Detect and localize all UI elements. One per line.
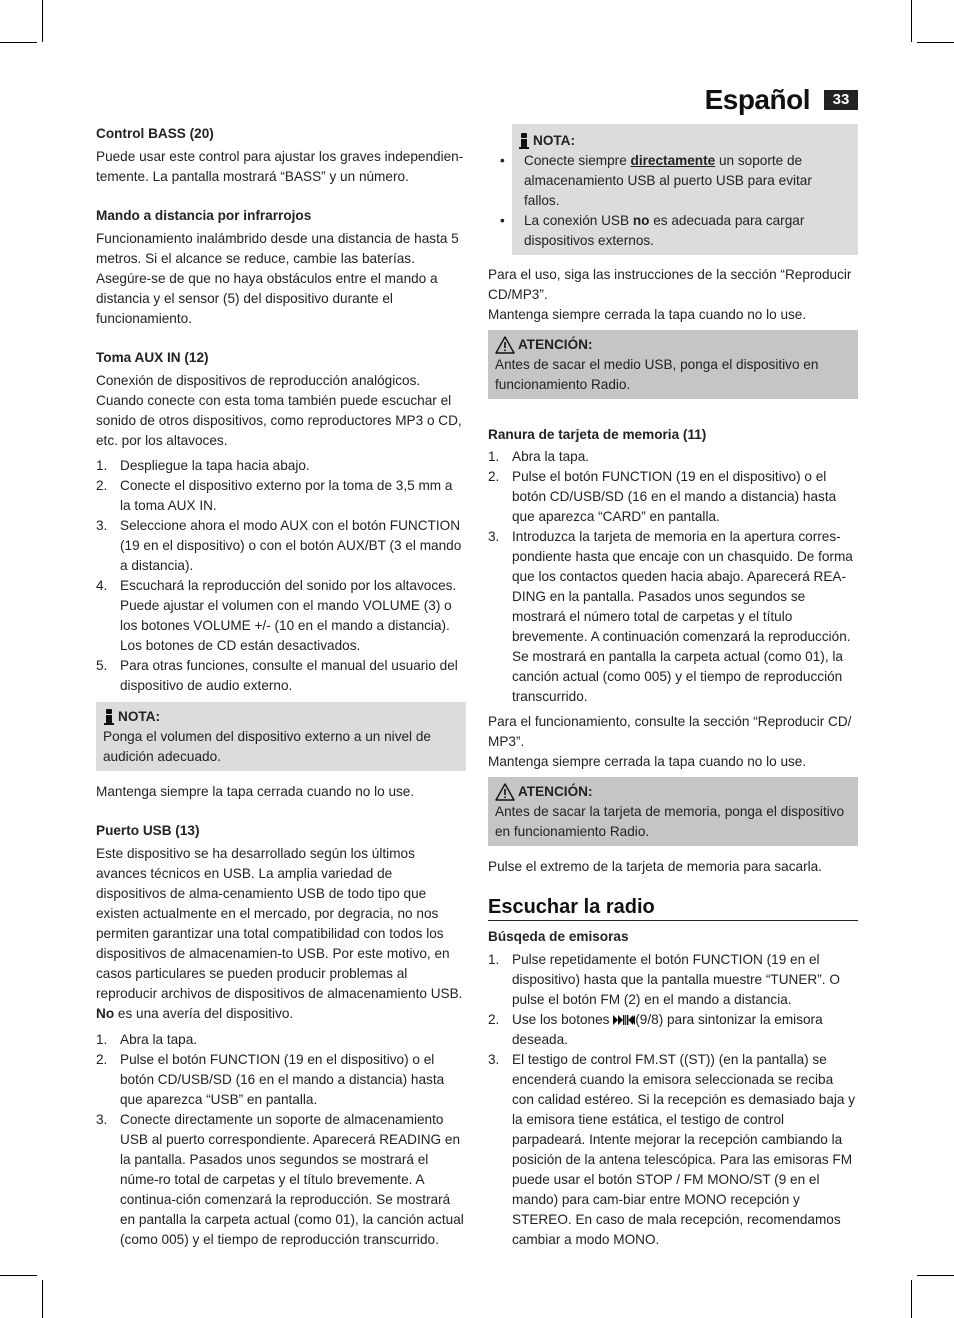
- list-item: 3. Seleccione ahora el modo AUX con el botón FUNCTION (19 en el dispositivo) o con el botón AUX/BT (3 el mando a distancia).: [96, 518, 462, 573]
- usb-warning-box: [488, 330, 858, 399]
- bass-title: Control BASS (20): [96, 126, 214, 141]
- list-item: 3. El testigo de control FM.ST ((ST)) (en la pantalla) se encenderá cuando la emisora seleccionada se reciba con calidad estéreo. Si la recepción es demasiado baja y la emisora tiene estática, el testigo de control parpadeará. Intente mejorar la recepción cambiando la posición de la antena telescópica. Para las emisoras FM puede usar el botón STOP / FM MONO/ST (9 en el mando) para cam-biar entre MONO recepción y STEREO. En caso de mala recepción, recomendamos cambiar a modo MONO.: [488, 1052, 856, 1247]
- crop-mark: [0, 42, 37, 43]
- aux-title: Toma AUX IN (12): [96, 350, 209, 365]
- note-text: Ponga el volumen del dispositivo externo a un nivel de audición adecuado.: [103, 729, 431, 764]
- list-item: 3. Conecte directamente un soporte de almacenamiento USB al puerto correspondiente. Aparecerá READING en la pantalla. Pasados unos segundos se mostrará el núme-ro total de carpetas y el título brevemente. A continua-ción comenzará la reproducción. Se mostrará en pantalla la carpeta actual (como 01), la canción actual (como 005) y el tiempo de reproducción transcurrido.: [96, 1112, 464, 1247]
- aux-after: Mantenga siempre la tapa cerrada cuando no lo use.: [96, 784, 415, 799]
- remote-title: Mando a distancia por infrarrojos: [96, 208, 312, 223]
- aux-intro: Conexión de dispositivos de reproducción analógicos. Cuando conecte con esta toma también puede escuchar el sonido de otros dispositivos, como reproductores MP3 o CD, etc. por los altavoces.: [96, 373, 462, 448]
- card-warning-box: [488, 777, 858, 846]
- card-steps: [488, 447, 858, 707]
- crop-mark: [911, 0, 912, 42]
- page-number: 33: [824, 90, 858, 110]
- usb-note-box: [500, 124, 858, 255]
- bass-text: Puede usar este control para ajustar los graves independien-temente. La pantalla mostrará “BASS” y un número.: [96, 149, 464, 184]
- crop-mark: [0, 1275, 37, 1276]
- skip-buttons-icon: [613, 1014, 635, 1026]
- info-icon: [103, 709, 115, 725]
- warning-title: ATENCIÓN:: [518, 337, 593, 352]
- card-title: Ranura de tarjeta de memoria (11): [488, 427, 707, 442]
- remote-text: Funcionamiento inalámbrido desde una distancia de hasta 5 metros. Si el alcance se reduce, cambie las baterías. Asegúre-se de que no haya obstáculos entre el mando a distancia y el sensor (5) del dispositivo durante el funcionamiento.: [96, 231, 459, 326]
- usb-close: Mantenga siempre cerrada la tapa cuando no lo use.: [488, 307, 807, 322]
- warning-title: ATENCIÓN:: [518, 784, 593, 799]
- note-title: NOTA:: [118, 709, 161, 724]
- crop-mark: [917, 1275, 954, 1276]
- language-title: Español: [704, 84, 810, 115]
- info-icon: [518, 133, 530, 149]
- list-item: 1. Despliegue la tapa hacia abajo.: [96, 458, 310, 473]
- aux-note-box: [96, 702, 466, 771]
- usb-steps: [96, 1030, 466, 1250]
- usb-use: Para el uso, siga las instrucciones de la sección “Reproducir CD/MP3”.: [488, 267, 852, 302]
- warning-text: Antes de sacar el medio USB, ponga el dispositivo en funcionamiento Radio.: [495, 357, 819, 392]
- radio-steps: [488, 950, 858, 1250]
- list-item: 1. Abra la tapa.: [96, 1032, 198, 1047]
- list-item: 2. Pulse el botón FUNCTION (19 en el dispositivo) o el botón CD/USB/SD (16 en el mando a distancia) hasta que aparezca “CARD” en pantalla.: [488, 469, 837, 524]
- list-item: 4. Escuchará la reproducción del sonido por los altavoces. Puede ajustar el volumen con el mando VOLUME (3) o los botones VOLUME +/- (10 en el mando a distancia). Los botones de CD están desactivados.: [96, 578, 457, 653]
- card-close: Mantenga siempre cerrada la tapa cuando no lo use.: [488, 754, 807, 769]
- list-item: 2. Use los botones (9/8) para sintonizar la emisora deseada.: [488, 1012, 823, 1047]
- list-item: 2. Pulse el botón FUNCTION (19 en el dispositivo) o el botón CD/USB/SD (16 en el mando a distancia) hasta que aparezca “USB” en pantalla.: [96, 1052, 445, 1107]
- warning-icon: [495, 336, 515, 354]
- radio-heading: Escuchar la radio: [488, 897, 858, 921]
- list-item: • Conecte siempre directamente un soporte de almacenamiento USB al puerto USB para evitar fallos.: [500, 153, 812, 208]
- crop-mark: [42, 1280, 43, 1318]
- list-item: • La conexión USB no es adecuada para cargar dispositivos externos.: [500, 213, 805, 248]
- radio-subheading: Búsqeda de emisoras: [488, 929, 629, 944]
- crop-mark: [42, 0, 43, 42]
- list-item: 3. Introduzca la tarjeta de memoria en la apertura corres-pondiente hasta que encaje con un chasquido. De forma que los contactos queden hacia abajo. Aparecerá REA-DING en la pantalla. Pasados unos segundos se mostrará el número total de carpetas y el título brevemente. A continuación comenzará la reproducción. Se mostrará en pantalla la carpeta actual (como 01), la canción actual (como 005) y el tiempo de reproducción transcurrido.: [488, 529, 853, 704]
- page-header: [705, 84, 858, 116]
- card-eject: Pulse el extremo de la tarjeta de memoria para sacarla.: [488, 859, 822, 874]
- list-item: 1. Abra la tapa.: [488, 449, 590, 464]
- warning-text: Antes de sacar la tarjeta de memoria, ponga el dispositivo en funcionamiento Radio.: [495, 804, 845, 839]
- list-item: 1. Pulse repetidamente el botón FUNCTION (19 en el dispositivo) hasta que la pantalla muestre “TUNER”. O pulse el botón FM (2) en el mando a distancia.: [488, 952, 840, 1007]
- crop-mark: [911, 1280, 912, 1318]
- warning-icon: [495, 783, 515, 801]
- usb-intro: Este dispositivo se ha desarrollado según los últimos avances técnicos en USB. La amplia variedad de dispositivos de alma-cenamiento USB de todo tipo que existen actualmente en el mercado, por degracia, no nos permiten garantizar una total compatibilidad con todos los dispositivos de almacenamien-to USB. Por este motivo, en casos particulares se pueden producir problemas al reproducir archivos de dispositivos de almacenamiento USB. No es una avería del dispositivo.: [96, 846, 463, 1021]
- aux-steps: [96, 456, 466, 696]
- list-item: 5. Para otras funciones, consulte el manual del usuario del dispositivo de audio externo.: [96, 658, 458, 693]
- left-column: [96, 124, 466, 1250]
- crop-mark: [917, 42, 954, 43]
- list-item: 2. Conecte el dispositivo externo por la toma de 3,5 mm a la toma AUX IN.: [96, 478, 453, 513]
- right-column: [488, 124, 858, 1250]
- card-use: Para el funcionamiento, consulte la sección “Reproducir CD/ MP3”.: [488, 714, 852, 749]
- usb-title: Puerto USB (13): [96, 823, 200, 838]
- note-title: NOTA:: [533, 133, 576, 148]
